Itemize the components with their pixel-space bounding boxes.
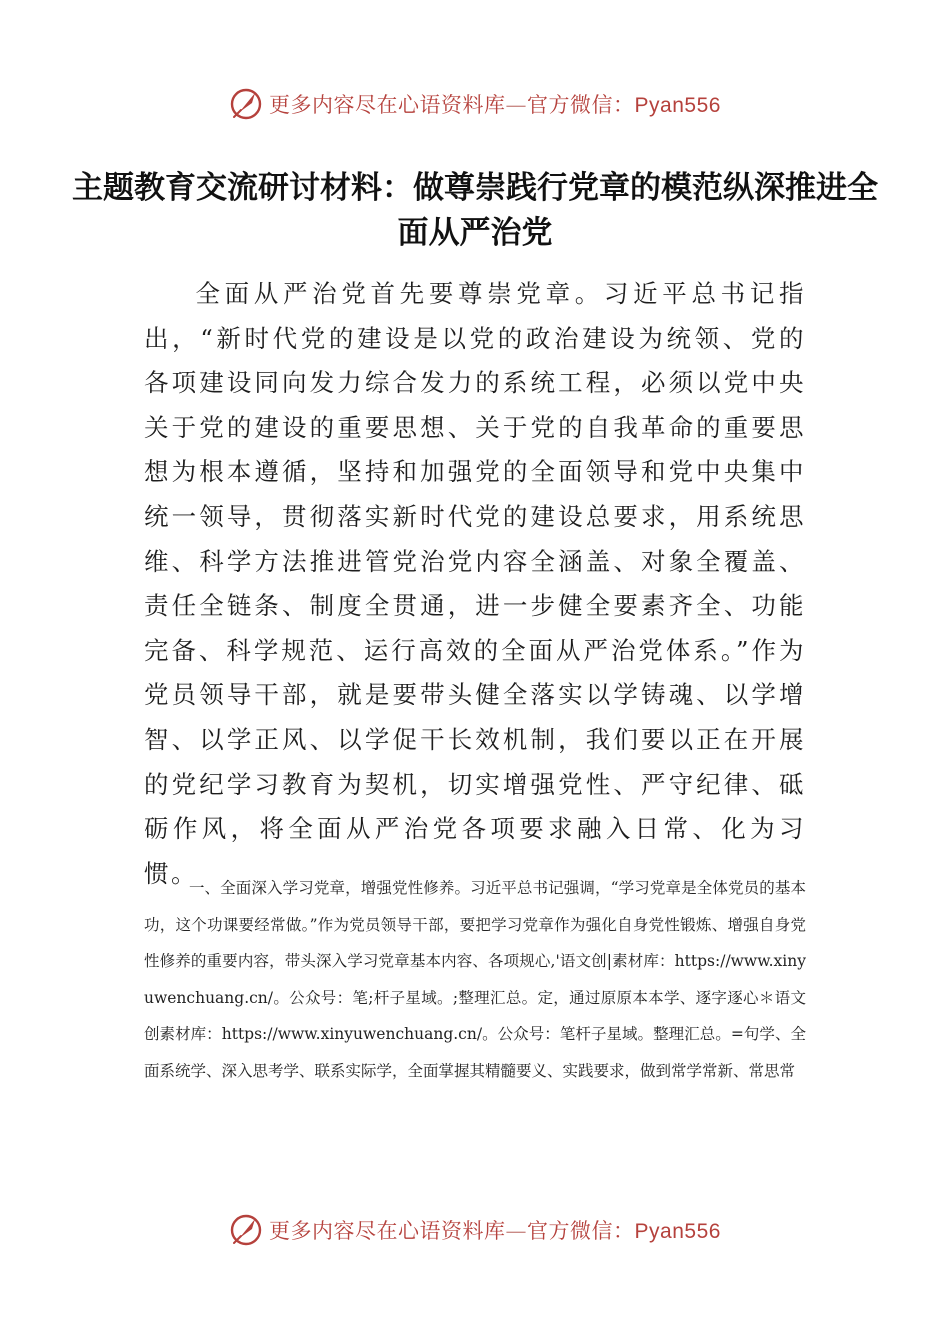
body-paragraph-2: 一、全面深入学习党章，增强党性修养。习近平总书记强调，“学习党章是全体党员的基本功，这个功课要经常做。”作为党员领导干部，要把学习党章作为强化自身党性锻炼、增强自身党性修养的重要内容，带头深入学习党章基本内容、各项规心,'语文创|素材库：https://www.xinyuwenchuang.cn/。公众号：笔;杆子星域。;整理汇总。定，通过原原本本学、逐字逐心＊语文创素材库：https://www.xinyuwenchuang.cn/。公众号：笔杆子星域。整理汇总。=句学、全面系统学、深入思考学、联系实际学，全面掌握其精髓要义、实践要求，做到常学常新、常思常 xyxy=(144,879,806,1080)
header-banner-dash: — xyxy=(505,93,528,117)
footer-banner-main: 更多内容尽在心语资料库 xyxy=(269,1219,506,1243)
footer-banner-dash: — xyxy=(505,1219,528,1243)
footer-banner-wechat: 官方微信：Pyan556 xyxy=(527,1220,721,1243)
footer-banner-text xyxy=(269,1215,721,1245)
document-title: 主题教育交流研讨材料：做尊崇践行党章的模范纵深推进全面从严治党 xyxy=(72,170,878,251)
quill-logo-icon xyxy=(229,87,263,121)
header-banner-main: 更多内容尽在心语资料库 xyxy=(269,93,506,117)
quill-logo-icon xyxy=(229,1213,263,1247)
header-banner-wechat: 官方微信：Pyan556 xyxy=(527,94,721,117)
body-paragraph-1: 全面从严治党首先要尊崇党章。习近平总书记指出，“新时代党的建设是以党的政治建设为统领、党的各项建设同向发力综合发力的系统工程，必须以党中央关于党的建设的重要思想、关于党的自我革命的重要思想为根本遵循，坚持和加强党的全面领导和党中央集中统一领导，贯彻落实新时代党的建设总要求，用系统思维、科学方法推进管党治党内容全涵盖、对象全覆盖、责任全链条、制度全贯通，进一步健全要素齐全、功能完备、科学规范、运行高效的全面从严治党体系。”作为党员领导干部，就是要带头健全落实以学铸魂、以学增智、以学正风、以学促干长效机制，我们要以正在开展的党纪学习教育为契机，切实增强党性、严守纪律、砥砺作风，将全面从严治党各项要求融入日常、化为习惯。 xyxy=(144,279,806,888)
header-banner-text xyxy=(269,89,721,119)
footer-banner xyxy=(0,1210,950,1250)
header-banner xyxy=(0,84,950,124)
